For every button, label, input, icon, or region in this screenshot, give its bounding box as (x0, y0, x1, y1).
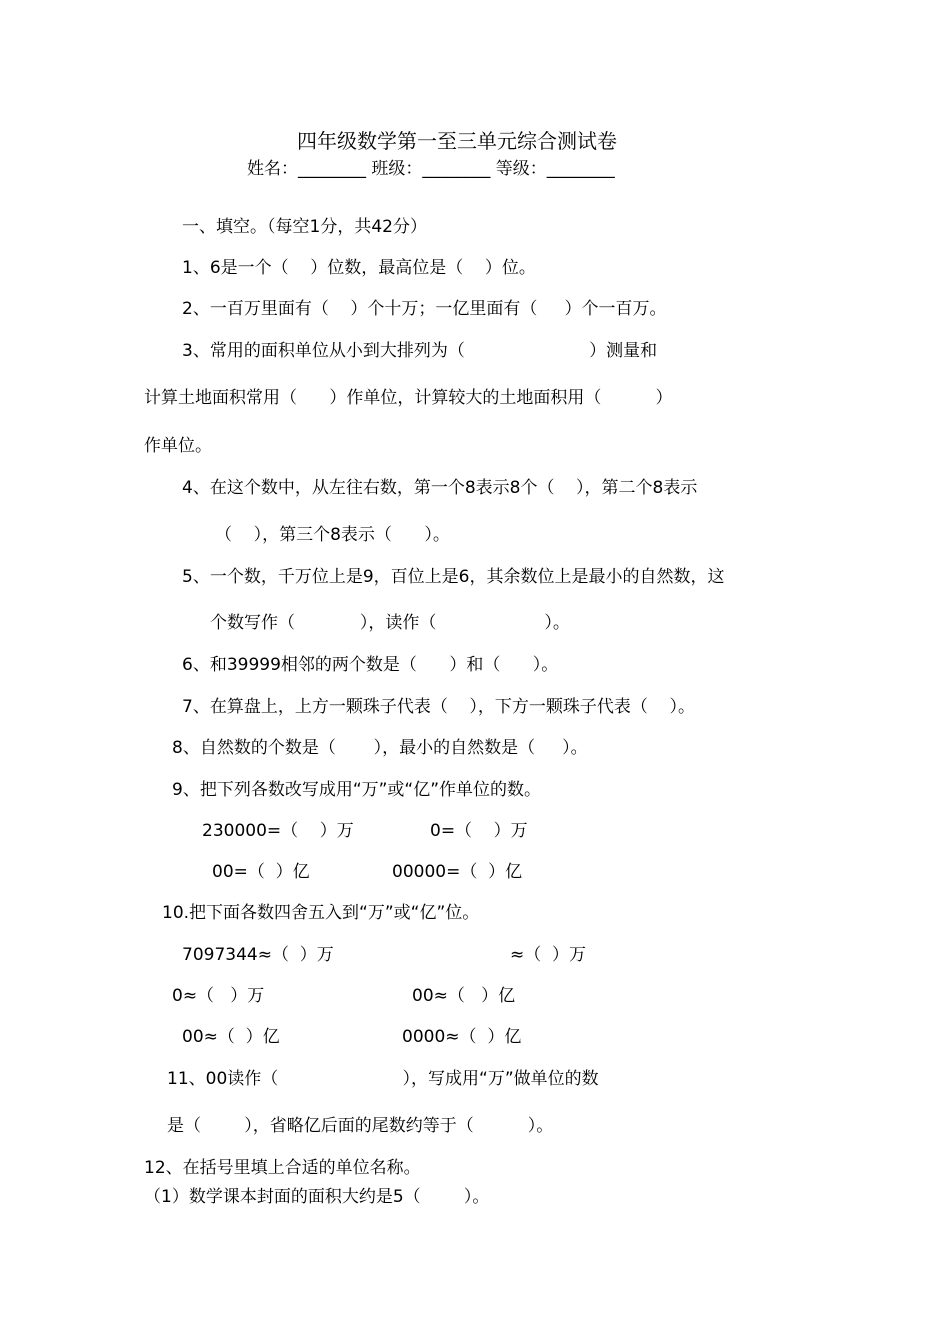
conversion-item: 0=（ ）万 (430, 821, 528, 841)
question-line: 12、在括号里填上合适的单位名称。 (144, 1158, 421, 1178)
question-line: （1）数学课本封面的面积大约是5（ ）。 (144, 1187, 490, 1207)
question-line: 11、00读作（ ），写成用“万”做单位的数 (167, 1069, 599, 1089)
question-line: 5、一个数，千万位上是9，百位上是6，其余数位上是最小的自然数，这 (182, 567, 725, 587)
rounding-item: ≈（ ）万 (510, 945, 587, 965)
question-line: （ ），第三个8表示（ ）。 (215, 525, 450, 545)
conversion-item: 230000=（ ）万 (202, 821, 354, 841)
question-line: 是（ ），省略亿后面的尾数约等于（ ）。 (167, 1116, 554, 1136)
question-line: 3、常用的面积单位从小到大排列为（ ）测量和 (182, 341, 658, 361)
question-line: 个数写作（ ），读作（ ）。 (210, 613, 570, 633)
question-line: 10.把下面各数四舍五入到“万”或“亿”位。 (162, 903, 480, 923)
question-line: 计算土地面积常用（ ）作单位，计算较大的土地面积用（ ） (144, 388, 673, 408)
question-line: 2、一百万里面有（ ）个十万；一亿里面有（ ）个一百万。 (182, 299, 667, 319)
section-heading: 一、填空。（每空1分，共42分） (182, 217, 427, 237)
question-line: 1、6是一个（ ）位数，最高位是（ ）位。 (182, 258, 536, 278)
rounding-item: 00≈（ ）亿 (182, 1027, 280, 1047)
rounding-item: 0000≈（ ）亿 (402, 1027, 522, 1047)
question-line: 作单位。 (144, 436, 212, 456)
question-line: 6、和39999相邻的两个数是（ ）和（ ）。 (182, 655, 559, 675)
question-line: 4、在这个数中，从左往右数，第一个8表示8个（ ），第二个8表示 (182, 478, 698, 498)
question-line: 8、自然数的个数是（ ），最小的自然数是（ ）。 (172, 738, 588, 758)
student-info-line: 姓名：________ 班级：________ 等级：________ (247, 159, 615, 179)
conversion-item: 00=（ ）亿 (212, 862, 310, 882)
rounding-item: 0≈（ ）万 (172, 986, 265, 1006)
question-line: 9、把下列各数改写成用“万”或“亿”作单位的数。 (172, 780, 542, 800)
rounding-item: 7097344≈（ ）万 (182, 945, 334, 965)
rounding-item: 00≈（ ）亿 (412, 986, 516, 1006)
question-line: 7、在算盘上，上方一颗珠子代表（ ），下方一颗珠子代表（ ）。 (182, 697, 696, 717)
conversion-item: 00000=（ ）亿 (392, 862, 523, 882)
page-title: 四年级数学第一至三单元综合测试卷 (297, 129, 617, 153)
